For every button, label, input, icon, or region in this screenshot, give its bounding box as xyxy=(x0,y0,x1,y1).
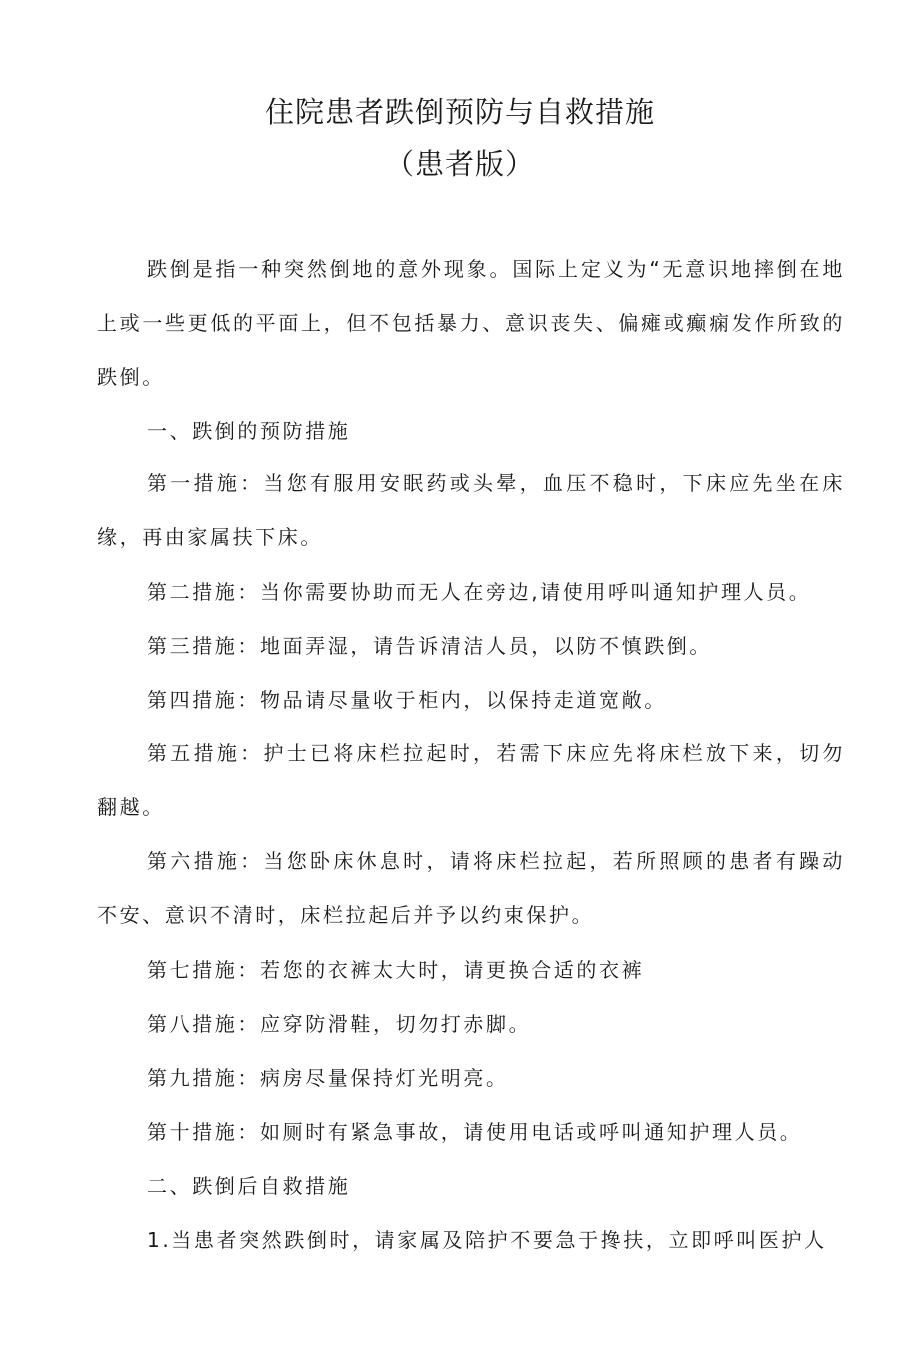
intro-paragraph: 跌倒是指一种突然倒地的意外现象。国际上定义为“无意识地摔倒在地上或一些更低的平面上，但不包括暴力、意识丧失、偏瘫或癫痫发作所致的跌倒。 xyxy=(97,257,845,389)
self-rescue-step-1: 1.当患者突然跌倒时，请家属及陪护不要急于搀扶，立即呼叫医护人 xyxy=(147,1228,827,1252)
measure-8: 第八措施：应穿防滑鞋，切勿打赤脚。 xyxy=(147,1012,532,1036)
measure-6: 第六措施：当您卧床休息时，请将床栏拉起，若所照顾的患者有躁动不安、意识不清时，床栏拉起后并予以约束保护。 xyxy=(97,849,845,927)
measure-7: 第七措施：若您的衣裤太大时，请更换合适的衣裤 xyxy=(147,958,645,982)
measure-1: 第一措施：当您有服用安眠药或头晕，血压不稳时，下床应先坐在床缘，再由家属扶下床。 xyxy=(97,471,845,549)
section-heading-prevention: 一、跌倒的预防措施 xyxy=(147,419,351,443)
measure-9: 第九措施：病房尽量保持灯光明亮。 xyxy=(147,1066,509,1090)
measure-10: 第十措施：如厕时有紧急事故，请使用电话或呼叫通知护理人员。 xyxy=(147,1120,803,1144)
document-title: 住院患者跌倒预防与自救措施 xyxy=(264,95,655,129)
measure-2: 第二措施：当你需要协助而无人在旁边,请使用呼叫通知护理人员。 xyxy=(147,580,812,604)
document-subtitle: （患者版） xyxy=(384,147,535,181)
measure-3: 第三措施：地面弄湿，请告诉清洁人员，以防不慎跌倒。 xyxy=(147,634,712,658)
measure-4: 第四措施：物品请尽量收于柜内，以保持走道宽敞。 xyxy=(147,688,667,712)
measure-5: 第五措施：护士已将床栏拉起时，若需下床应先将床栏放下来，切勿翻越。 xyxy=(97,741,845,819)
section-heading-self-rescue: 二、跌倒后自救措施 xyxy=(147,1174,351,1198)
